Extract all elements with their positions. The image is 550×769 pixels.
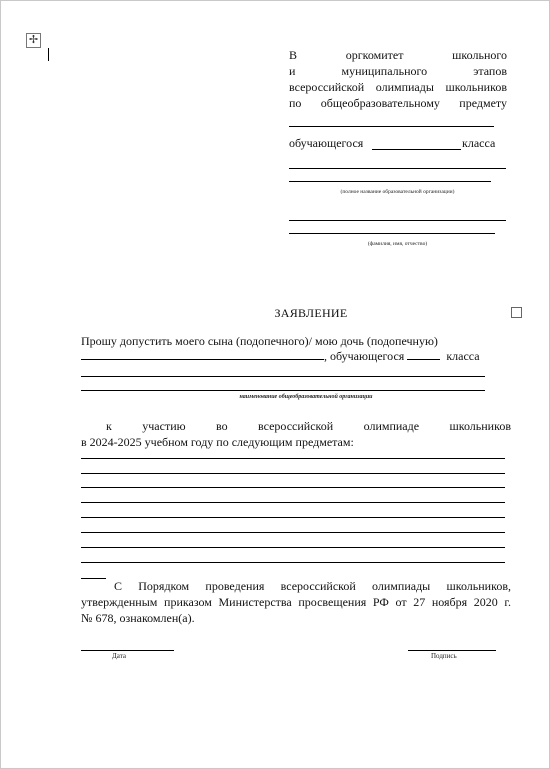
- addressee-line: всероссийской олимпиады школьников: [289, 80, 507, 94]
- request-class: класса: [446, 349, 480, 363]
- subject-line[interactable]: [81, 547, 505, 548]
- participation-line: к участию во всероссийской олимпиаде школьников: [106, 419, 511, 433]
- child-name-field[interactable]: [81, 349, 324, 360]
- addressee-line: по общеобразовательному предмету: [289, 96, 507, 110]
- table-move-handle-icon[interactable]: ✢: [26, 33, 41, 48]
- participation-line-2: в 2024-2025 учебном году по следующим предметам:: [81, 435, 354, 449]
- request-studying: , обучающегося: [324, 349, 405, 363]
- addressee-line: и муниципального этапов: [289, 64, 507, 78]
- date-label: Дата: [112, 652, 126, 660]
- org-field-line-2[interactable]: [81, 390, 485, 391]
- subject-line[interactable]: [81, 562, 505, 563]
- org-field-line[interactable]: [81, 376, 485, 377]
- subject-line[interactable]: [81, 517, 505, 518]
- document-title: ЗАЯВЛЕНИЕ: [274, 306, 348, 320]
- name-field-line-2[interactable]: [289, 233, 495, 234]
- ack-line-3: № 678, ознакомлен(а).: [81, 611, 195, 625]
- ack-line-2: утвержденным приказом Министерства просвещения РФ от 27 ноября 2020 г.: [81, 595, 511, 609]
- student-label: обучающегося: [289, 136, 364, 150]
- class-label: класса: [462, 136, 496, 150]
- signature-field-line[interactable]: [408, 650, 496, 651]
- request-line-2: [81, 349, 480, 363]
- subject-line[interactable]: [81, 502, 505, 503]
- org-caption: наименование общеобразовательной организации: [239, 394, 373, 400]
- subject-line[interactable]: [81, 532, 505, 533]
- addressee-line: В оргкомитет школьного: [289, 48, 507, 62]
- name-field-line[interactable]: [289, 220, 506, 221]
- text-cursor: [48, 48, 49, 61]
- addressee-block: [289, 47, 507, 111]
- school-field-line-2[interactable]: [289, 181, 491, 182]
- signature-label: Подпись: [431, 652, 457, 660]
- subject-line[interactable]: [81, 473, 505, 474]
- ack-paragraph: [81, 578, 511, 626]
- request-line: Прошу допустить моего сына (подопечного)/ мою дочь (подопечную): [81, 334, 438, 348]
- date-field-line[interactable]: [81, 650, 174, 651]
- subject-field-line[interactable]: [289, 126, 494, 127]
- name-caption: (фамилия, имя, отчество): [367, 241, 428, 247]
- ack-line: С Порядком проведения всероссийской олимпиады школьников,: [114, 579, 511, 593]
- child-class-field[interactable]: [407, 349, 440, 360]
- class-field-line[interactable]: [372, 149, 461, 150]
- subject-line[interactable]: [81, 487, 505, 488]
- school-field-line[interactable]: [289, 168, 506, 169]
- subject-line[interactable]: [81, 458, 505, 459]
- school-caption: (полное название образовательной организации): [340, 189, 455, 195]
- participation-paragraph: [81, 418, 511, 450]
